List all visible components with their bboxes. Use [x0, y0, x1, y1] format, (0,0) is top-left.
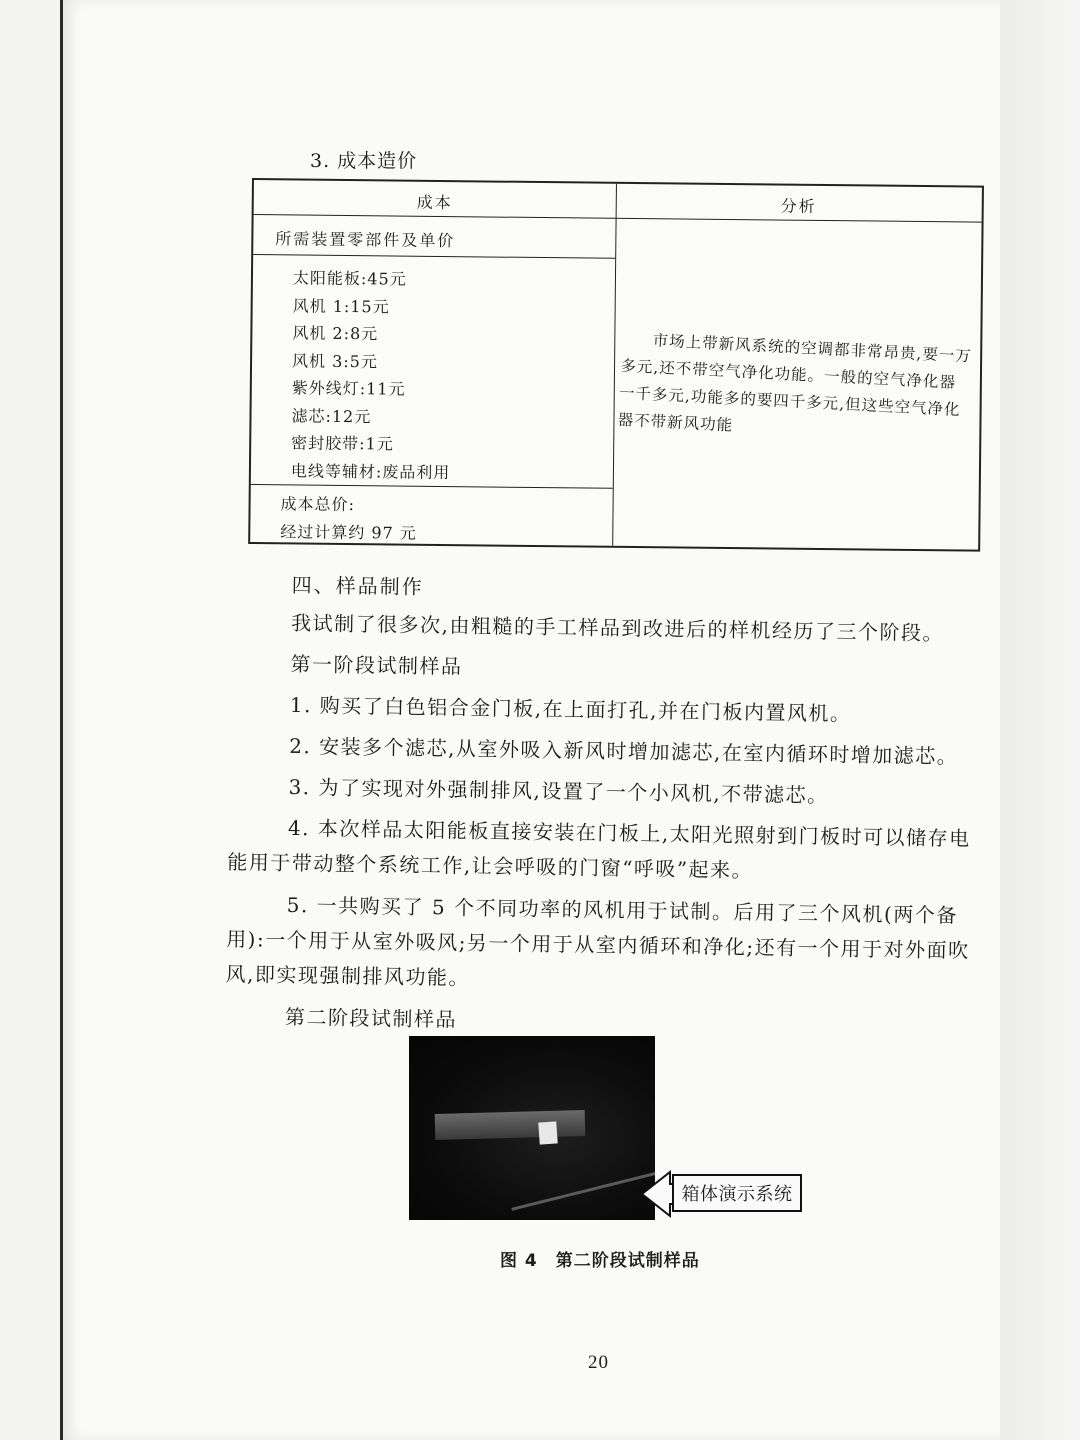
- body-text: [225, 568, 992, 1052]
- part-item: 紫外线灯:11元: [291, 378, 406, 399]
- total-cost-value: 经过计算约 97 元: [280, 522, 417, 543]
- figure-caption: 图 4 第二阶段试制样品: [500, 1251, 700, 1271]
- figure-callout: [640, 1170, 808, 1226]
- table-header-cost: 成本: [416, 192, 453, 213]
- page-edge: [1000, 0, 1080, 1440]
- list-item: 4. 本次样品太阳能板直接安装在门板上,太阳光照射到门板时可以储存电能用于带动整个系统工作,让会呼吸的门窗“呼吸”起来。: [227, 815, 971, 883]
- parts-title: 所需装置零部件及单价: [275, 229, 456, 251]
- part-item: 密封胶带:1元: [291, 433, 394, 454]
- part-item: 太阳能板:45元: [292, 268, 407, 289]
- part-item: 滤芯:12元: [291, 405, 372, 426]
- prototype-photo: [409, 1036, 655, 1220]
- photo-light: [538, 1121, 557, 1144]
- list-item: 3. 为了实现对外强制排风,设置了一个小风机,不带滤芯。: [288, 774, 829, 808]
- part-item: 电线等辅材:废品利用: [290, 460, 451, 482]
- section-heading: 3. 成本造价: [310, 150, 418, 172]
- part-item: 风机 2:8元: [292, 323, 379, 344]
- total-cost: [280, 490, 417, 547]
- parts-list: [291, 264, 453, 486]
- part-item: 风机 1:15元: [292, 295, 390, 316]
- part-item: 风机 3:5元: [291, 350, 379, 371]
- stage1-title: 第一阶段试制样品: [290, 651, 463, 679]
- stage2-title: 第二阶段试制样品: [284, 1004, 458, 1032]
- photo-edge: [511, 1164, 655, 1210]
- callout-label: 箱体演示系统: [681, 1184, 793, 1205]
- section-four-heading: 四、样品制作: [291, 572, 424, 600]
- list-item: 1. 购买了白色铝合金门板,在上面打孔,并在门板内置风机。: [289, 692, 852, 726]
- cost-table: [248, 178, 984, 552]
- photo-panel: [435, 1110, 586, 1140]
- list-item: 5. 一共购买了 5 个不同功率的风机用于试制。后用了三个风机(两个备用):一个用于从室外吸风;另一个用于从室内循环和净化;还有一个用于对外面吹风,即实现强制排风功能。: [225, 892, 970, 990]
- table-row-divider: [253, 254, 615, 259]
- intro-paragraph: 我试制了很多次,由粗糙的手工样品到改进后的样机经历了三个阶段。: [290, 610, 945, 646]
- total-cost-label: 成本总价:: [280, 494, 356, 515]
- table-header-analysis: 分析: [780, 196, 817, 216]
- analysis-text: 市场上带新风系统的空调都非常昂贵,要一万多元,还不带空气净化功能。一般的空气净化器一千多元,功能多的要四千多元,但这些空气净化器不带新风功能: [617, 331, 973, 435]
- table-column-divider: [612, 184, 617, 546]
- list-item: 2. 安装多个滤芯,从室外吸入新风时增加滤芯,在室内循环时增加滤芯。: [289, 733, 959, 769]
- page-number: 20: [588, 1352, 609, 1373]
